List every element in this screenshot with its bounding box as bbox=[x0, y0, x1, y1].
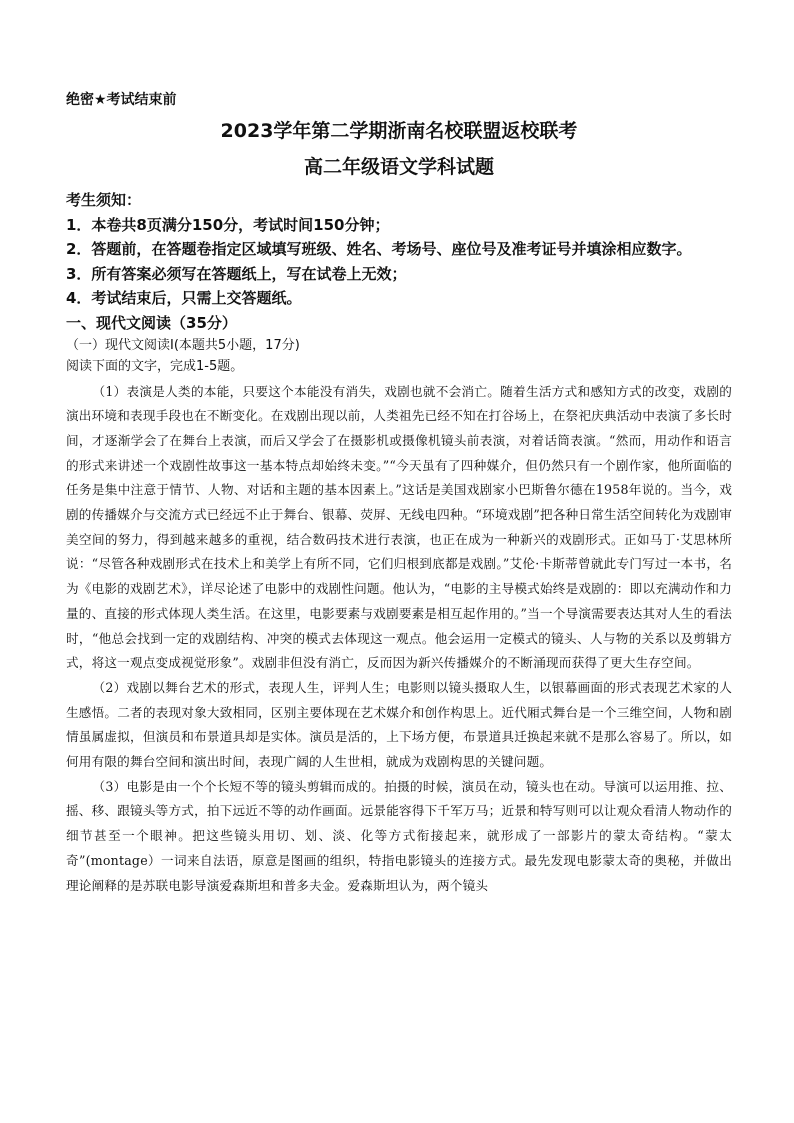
exam-subtitle: 高二年级语文学科试题 bbox=[303, 156, 494, 178]
exam-title: 2023学年第二学期浙南名校联盟返校联考 bbox=[220, 120, 578, 142]
subsection-heading: （一）现代文阅读Ⅰ(本题共5小题，17分) bbox=[66, 337, 300, 353]
notice-heading: 考生须知： bbox=[66, 191, 142, 209]
candidate-notice bbox=[66, 188, 732, 311]
passage-paragraph: （1）表演是人类的本能，只要这个本能没有消失，戏剧也就不会消亡。随着生活方式和感知方式的改变，戏剧的演出环境和表现手段也在不断变化。在戏剧出现以前，人类祖先已经不知在打谷场上，在祭祀庆典活动中表演了多长时间，才逐渐学会了在舞台上表演，而后又学会了在摄影机或摄像机镜头前表演，对着话筒表演。“然而，用动作和语言的形式来讲述一个戏剧性故事这一基本特点却始终未变。”“今天虽有了四种媒介，但仍然只有一个剧作家，他所面临的任务是集中注意于情节、人物、对话和主题的基本因素上。”这话是美国戏剧家小巴斯鲁尔德在1958年说的。当今，戏剧的传播媒介与交流方式已经远不止于舞台、银幕、荧屏、无线电四种。“环境戏剧”把各种日常生活空间转化为戏剧审美空间的努力，得到越来越多的重视，结合数码技术进行表演，也正在成为一种新兴的戏剧形式。正如马丁·艾思林所说：“尽管各种戏剧形式在技术上和美学上有所不同，它们归根到底都是戏剧。”艾伦·卡斯蒂曾就此专门写过一本书，名为《电影的戏剧艺术》，详尽论述了电影中的戏剧性问题。他认为，“电影的主导模式始终是戏剧的：即以充满动作和力量的、直接的形式体现人类生活。在这里，电影要素与戏剧要素是相互起作用的。”当一个导演需要表达其对人生的看法时，“他总会找到一定的戏剧结构、冲突的模式去体现这一观点。他会运用一定模式的镜头、人与物的关系以及剪辑方式，将这一观点变成视觉形象”。戏剧非但没有消亡，反而因为新兴传播媒介的不断涌现而获得了更大生存空间。 bbox=[66, 383, 732, 671]
exam-page bbox=[66, 90, 732, 898]
reading-passage bbox=[66, 380, 732, 899]
confidential-label: 绝密★考试结束前 bbox=[66, 92, 177, 108]
passage-paragraph: （3）电影是由一个个长短不等的镜头剪辑而成的。拍摄的时候，演员在动，镜头也在动。导演可以运用推、拉、摇、移、跟镜头等方式，拍下远近不等的动作画面。远景能容得下千军万马；近景和特写则可以让观众看清人物动作的细节甚至一个眼神。把这些镜头用切、划、淡、化等方式衔接起来，就形成了一部影片的蒙太奇结构。“蒙太奇”(montage）一词来自法语，原意是图画的组织，特指电影镜头的连接方式。最先发现电影蒙太奇的奥秘，并做出理论阐释的是苏联电影导演爱森斯坦和普多夫金。爱森斯坦认为，两个镜头 bbox=[66, 778, 732, 893]
notice-item: 4．考试结束后，只需上交答题纸。 bbox=[66, 289, 302, 307]
passage-paragraph: （2）戏剧以舞台艺术的形式，表现人生，评判人生；电影则以镜头摄取人生，以银幕画面的形式表现艺术家的人生感悟。二者的表现对象大致相同，区别主要体现在艺术媒介和创作构思上。近代厢式舞台是一个三维空间，人物和剧情虽属虚拟，但演员和布景道具却是实体。演员是活的，上下场方便，布景道具迁换起来就不是那么容易了。所以，如何用有限的舞台空间和演出时间，表现广阔的人生世相，就成为戏剧构思的关键问题。 bbox=[66, 679, 732, 770]
section-heading: 一、现代文阅读（35分） bbox=[66, 313, 237, 332]
notice-item: 2．答题前，在答题卷指定区域填写班级、姓名、考场号、座位号及准考证号并填涂相应数字。 bbox=[66, 240, 692, 258]
reading-instruction: 阅读下面的文字，完成1-5题。 bbox=[66, 358, 244, 374]
notice-item: 3．所有答案必须写在答题纸上，写在试卷上无效； bbox=[66, 264, 407, 283]
notice-item: 1．本卷共8页满分150分，考试时间150分钟； bbox=[66, 215, 390, 234]
